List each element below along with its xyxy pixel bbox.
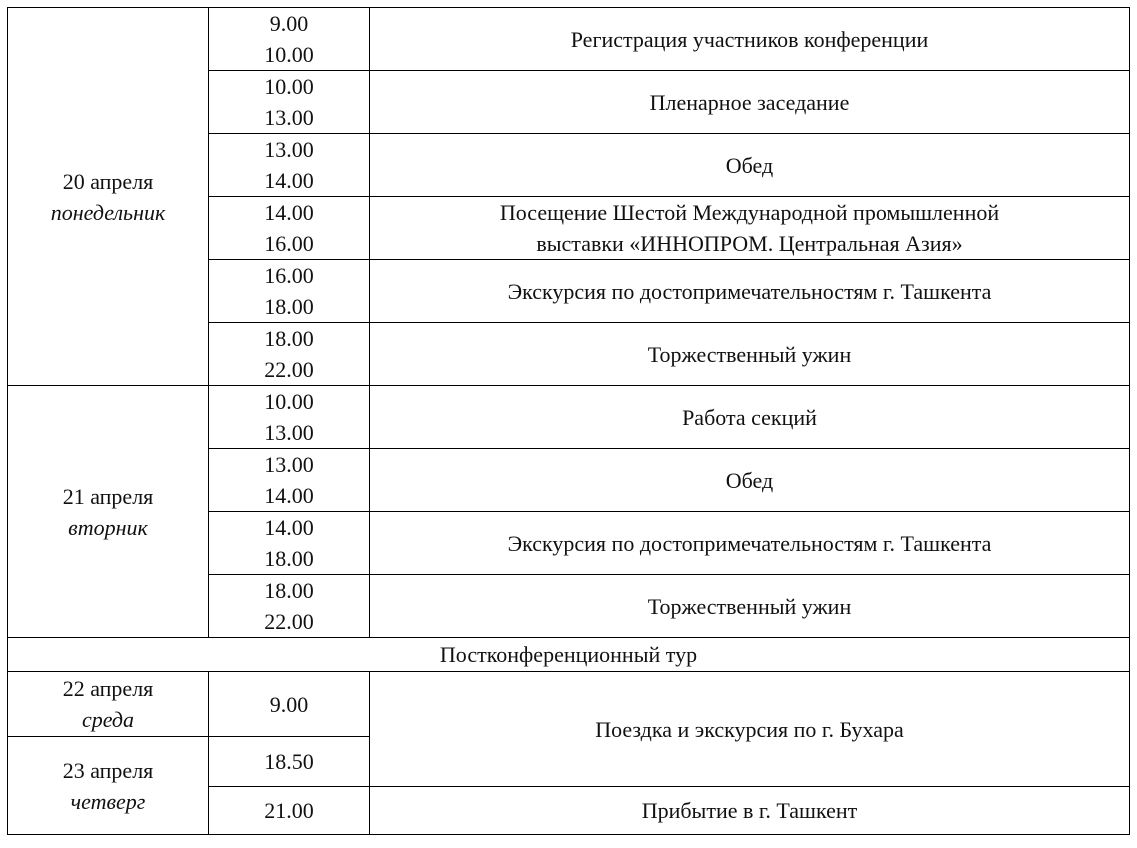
time-cell — [209, 260, 370, 323]
event-label: Торжественный ужин — [647, 593, 852, 619]
event-label: Поездка и экскурсия по г. Бухара — [595, 716, 904, 742]
start-time: 9.00 — [269, 11, 309, 36]
tour-header: Постконференционный тур — [439, 642, 698, 667]
event-label-line-2: выставки «ИННОПРОМ. Центральная Азия» — [536, 231, 963, 256]
end-time: 18.00 — [264, 546, 314, 571]
event-label: Торжественный ужин — [647, 341, 852, 367]
start-time: 18.00 — [264, 326, 314, 351]
start-time: 14.00 — [264, 515, 314, 540]
event-cell — [370, 197, 1130, 260]
day-cell-22-april — [8, 672, 209, 737]
event-cell — [370, 672, 1130, 787]
event-cell — [370, 8, 1130, 71]
event-label: Работа секций — [682, 404, 817, 430]
event-cell — [370, 787, 1130, 835]
day-cell-21-april — [8, 386, 209, 638]
event-cell — [370, 260, 1130, 323]
time-cell — [209, 386, 370, 449]
weekday-label: вторник — [68, 514, 148, 540]
time-cell — [209, 197, 370, 260]
event-label: Пленарное заседание — [649, 89, 850, 115]
start-time: 10.00 — [264, 389, 314, 414]
end-time: 14.00 — [264, 483, 314, 508]
time-cell — [209, 512, 370, 575]
event-cell — [370, 386, 1130, 449]
weekday-label: понедельник — [50, 199, 166, 225]
schedule-table — [7, 7, 1130, 835]
time-label: 9.00 — [269, 691, 309, 717]
table-row — [8, 8, 1130, 71]
date-label: 23 апреля — [62, 757, 154, 783]
time-cell — [209, 672, 370, 737]
time-cell — [209, 8, 370, 71]
start-time: 10.00 — [264, 74, 314, 99]
start-time: 13.00 — [264, 452, 314, 477]
date-label: 22 апреля — [62, 676, 154, 701]
end-time: 22.00 — [264, 609, 314, 634]
weekday-label: среда — [81, 707, 135, 732]
event-label: Экскурсия по достопримечательностям г. Ташкента — [507, 278, 992, 304]
date-label: 20 апреля — [62, 168, 154, 194]
event-cell — [370, 71, 1130, 134]
event-cell — [370, 449, 1130, 512]
start-time: 13.00 — [264, 137, 314, 162]
end-time: 14.00 — [264, 168, 314, 193]
end-time: 13.00 — [264, 105, 314, 130]
event-cell — [370, 134, 1130, 197]
start-time: 18.00 — [264, 578, 314, 603]
table-row — [8, 672, 1130, 737]
time-cell — [209, 323, 370, 386]
time-cell — [209, 737, 370, 787]
event-label: Прибытие в г. Ташкент — [641, 798, 858, 823]
event-cell — [370, 323, 1130, 386]
table-row — [8, 638, 1130, 672]
end-time: 10.00 — [264, 42, 314, 67]
day-cell-23-april — [8, 737, 209, 835]
event-label: Обед — [725, 152, 774, 178]
event-cell — [370, 512, 1130, 575]
start-time: 14.00 — [264, 200, 314, 225]
end-time: 18.00 — [264, 294, 314, 319]
table-row — [8, 386, 1130, 449]
time-cell — [209, 575, 370, 638]
time-cell — [209, 71, 370, 134]
event-label: Экскурсия по достопримечательностям г. Ташкента — [507, 530, 992, 556]
event-label-line-1: Посещение Шестой Международной промышленной — [499, 200, 1000, 225]
event-cell — [370, 575, 1130, 638]
event-label: Регистрация участников конференции — [570, 26, 929, 52]
end-time: 16.00 — [264, 231, 314, 256]
time-label: 18.50 — [264, 749, 314, 774]
day-cell-20-april — [8, 8, 209, 386]
time-cell — [209, 134, 370, 197]
time-label: 21.00 — [264, 798, 314, 823]
date-label: 21 апреля — [62, 483, 154, 509]
time-cell — [209, 449, 370, 512]
weekday-label: четверг — [70, 788, 146, 814]
end-time: 13.00 — [264, 420, 314, 445]
end-time: 22.00 — [264, 357, 314, 382]
event-label: Обед — [725, 467, 774, 493]
tour-header-cell — [8, 638, 1130, 672]
start-time: 16.00 — [264, 263, 314, 288]
time-cell — [209, 787, 370, 835]
